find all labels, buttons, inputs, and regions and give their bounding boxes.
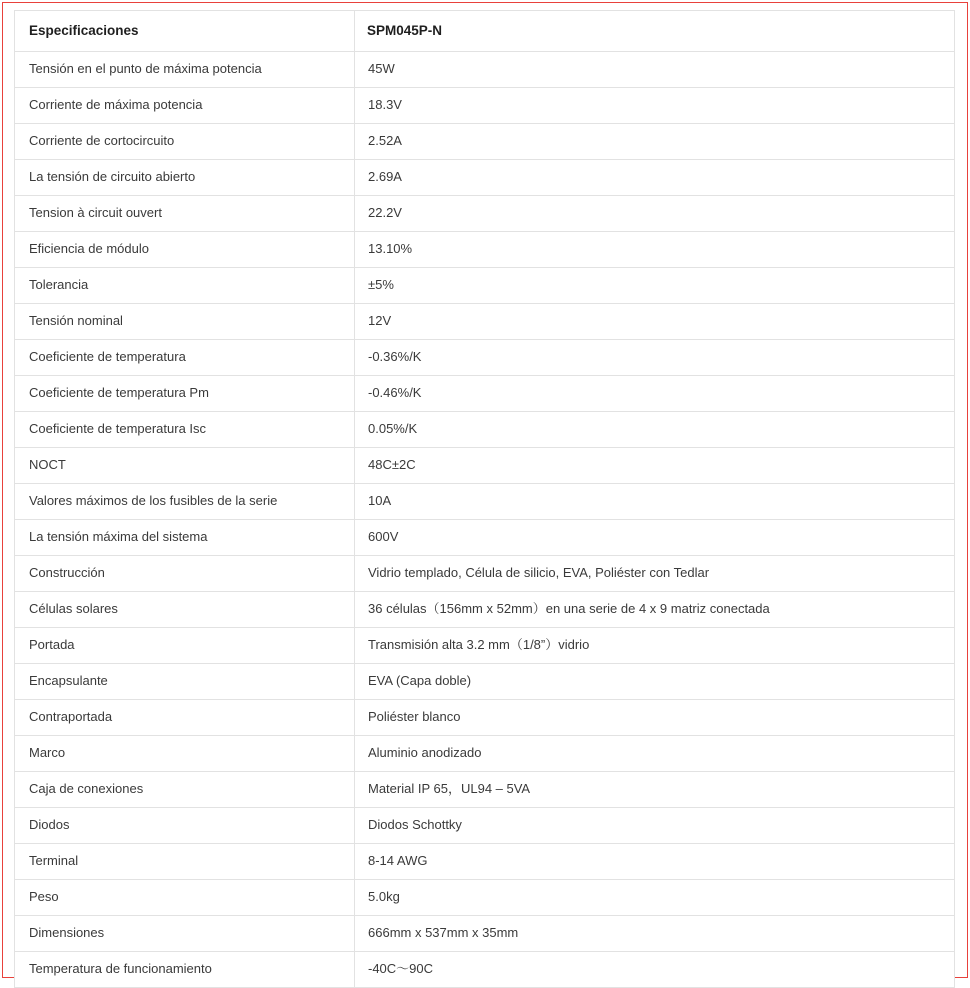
- table-row: [15, 340, 955, 376]
- cell-value: 12V: [355, 304, 955, 340]
- table-row: [15, 808, 955, 844]
- column-header-value: SPM045P-N: [355, 11, 955, 52]
- table-row: [15, 736, 955, 772]
- column-header-parameter: Especificaciones: [15, 11, 355, 52]
- cell-value: 18.3V: [355, 88, 955, 124]
- table-row: [15, 700, 955, 736]
- table-row: [15, 592, 955, 628]
- cell-parameter: Temperatura de funcionamiento: [15, 952, 355, 988]
- cell-value: 666mm x 537mm x 35mm: [355, 916, 955, 952]
- cell-parameter: Tensión nominal: [15, 304, 355, 340]
- table-row: [15, 376, 955, 412]
- cell-parameter: Construcción: [15, 556, 355, 592]
- cell-value: 13.10%: [355, 232, 955, 268]
- table-row: [15, 160, 955, 196]
- cell-value: 22.2V: [355, 196, 955, 232]
- table-row: [15, 484, 955, 520]
- table-row: [15, 268, 955, 304]
- table-row: [15, 124, 955, 160]
- cell-parameter: La tensión de circuito abierto: [15, 160, 355, 196]
- cell-value: EVA (Capa doble): [355, 664, 955, 700]
- cell-parameter: Corriente de cortocircuito: [15, 124, 355, 160]
- cell-parameter: Encapsulante: [15, 664, 355, 700]
- table-row: [15, 772, 955, 808]
- cell-value: 48C±2C: [355, 448, 955, 484]
- cell-parameter: Corriente de máxima potencia: [15, 88, 355, 124]
- cell-parameter: Caja de conexiones: [15, 772, 355, 808]
- cell-value: -0.36%/K: [355, 340, 955, 376]
- table-row: [15, 880, 955, 916]
- cell-value: 2.69A: [355, 160, 955, 196]
- table-row: [15, 196, 955, 232]
- cell-value: Aluminio anodizado: [355, 736, 955, 772]
- cell-parameter: Portada: [15, 628, 355, 664]
- table-header-row: [15, 11, 955, 52]
- table-row: [15, 520, 955, 556]
- cell-value: Poliéster blanco: [355, 700, 955, 736]
- cell-value: Vidrio templado, Célula de silicio, EVA, Poliéster con Tedlar: [355, 556, 955, 592]
- cell-parameter: La tensión máxima del sistema: [15, 520, 355, 556]
- table-row: [15, 664, 955, 700]
- cell-value: -40C〜90C: [355, 952, 955, 988]
- cell-parameter: Peso: [15, 880, 355, 916]
- cell-parameter: Dimensiones: [15, 916, 355, 952]
- cell-value: 8-14 AWG: [355, 844, 955, 880]
- cell-parameter: Tensión en el punto de máxima potencia: [15, 52, 355, 88]
- cell-value: Material IP 65，UL94 – 5VA: [355, 772, 955, 808]
- specifications-table-container: [14, 10, 954, 988]
- cell-parameter: NOCT: [15, 448, 355, 484]
- cell-value: ±5%: [355, 268, 955, 304]
- table-header: [15, 11, 955, 52]
- specifications-table: [14, 10, 955, 988]
- cell-parameter: Tension à circuit ouvert: [15, 196, 355, 232]
- table-row: [15, 628, 955, 664]
- cell-parameter: Coeficiente de temperatura: [15, 340, 355, 376]
- cell-value: Diodos Schottky: [355, 808, 955, 844]
- cell-value: 600V: [355, 520, 955, 556]
- table-row: [15, 52, 955, 88]
- cell-parameter: Contraportada: [15, 700, 355, 736]
- cell-value: 10A: [355, 484, 955, 520]
- cell-value: -0.46%/K: [355, 376, 955, 412]
- cell-parameter: Marco: [15, 736, 355, 772]
- table-row: [15, 952, 955, 988]
- cell-value: 2.52A: [355, 124, 955, 160]
- table-row: [15, 448, 955, 484]
- cell-value: 5.0kg: [355, 880, 955, 916]
- cell-parameter: Terminal: [15, 844, 355, 880]
- cell-parameter: Coeficiente de temperatura Isc: [15, 412, 355, 448]
- cell-value: 45W: [355, 52, 955, 88]
- cell-parameter: Eficiencia de módulo: [15, 232, 355, 268]
- cell-parameter: Tolerancia: [15, 268, 355, 304]
- table-row: [15, 556, 955, 592]
- table-row: [15, 844, 955, 880]
- table-row: [15, 916, 955, 952]
- cell-value: Transmisión alta 3.2 mm（1/8”）vidrio: [355, 628, 955, 664]
- cell-parameter: Coeficiente de temperatura Pm: [15, 376, 355, 412]
- cell-parameter: Valores máximos de los fusibles de la serie: [15, 484, 355, 520]
- table-body: [15, 52, 955, 988]
- table-row: [15, 412, 955, 448]
- table-row: [15, 304, 955, 340]
- table-row: [15, 232, 955, 268]
- cell-value: 36 células（156mm x 52mm）en una serie de 4 x 9 matriz conectada: [355, 592, 955, 628]
- cell-value: 0.05%/K: [355, 412, 955, 448]
- table-row: [15, 88, 955, 124]
- cell-parameter: Células solares: [15, 592, 355, 628]
- cell-parameter: Diodos: [15, 808, 355, 844]
